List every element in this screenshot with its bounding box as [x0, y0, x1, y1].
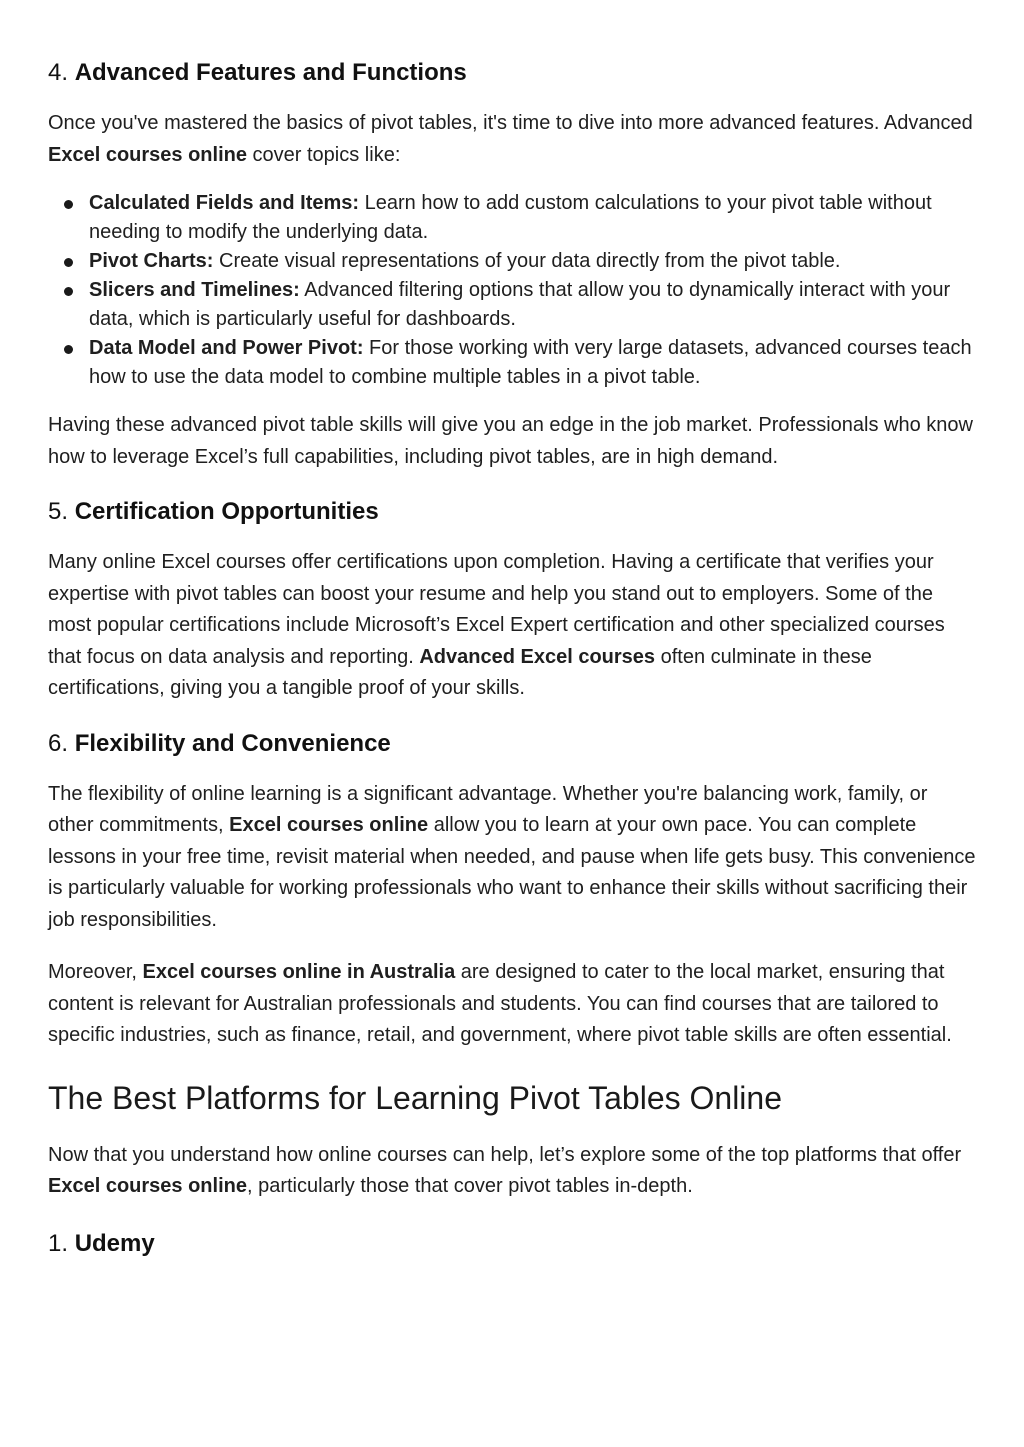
section-4-title: Advanced Features and Functions: [74, 59, 467, 86]
list-item: [48, 334, 976, 392]
platforms-heading: The Best Platforms for Learning Pivot Tables Online: [48, 1079, 782, 1116]
bullet-icon: [64, 200, 73, 209]
section-6-paragraph-2: [48, 957, 976, 1052]
udemy-heading: [48, 1227, 976, 1261]
list-item-term: Pivot Charts:: [89, 250, 214, 272]
section-6-p1-bold: Excel courses online: [229, 814, 429, 836]
section-5-text-b: often culminate in these certifications, giving you a tangible proof of your skills.: [48, 645, 872, 699]
section-6-paragraph-1: [48, 779, 976, 937]
section-5-heading: [48, 495, 976, 529]
bullet-icon: [64, 345, 73, 354]
section-5-number: 5.: [48, 498, 69, 525]
list-item-text: For those working with very large datasets, advanced courses teach how to use the data model to combine multiple tables in a pivot table.: [89, 337, 972, 388]
section-6-p1-text-b: allow you to learn at your own pace. You can complete lessons in your free time, revisit material when needed, and pause when life gets busy. This convenience is particularly valuable for working professionals who want to enhance their skills without sacrificing their job responsibilities.: [48, 814, 976, 931]
section-5-text-a: Many online Excel courses offer certifications upon completion. Having a certificate that verifies your expertise with pivot tables can boost your resume and help you stand out to employers. Some of the most popular certifications include Microsoft’s Excel Expert certification and other specialized courses that focus on data analysis and reporting.: [48, 551, 945, 668]
list-item-text: Advanced filtering options that allow you to dynamically interact with your data, which is particularly useful for dashboards.: [89, 279, 951, 330]
section-4-intro-bold: Excel courses online: [48, 143, 247, 166]
platforms-intro-text-a: Now that you understand how online courses can help, let’s explore some of the top platforms that offer: [48, 1143, 962, 1166]
section-5-title: Certification Opportunities: [74, 498, 379, 525]
section-6-heading: [48, 727, 976, 761]
list-item: [48, 247, 976, 276]
section-6-p2-bold: Excel courses online in Australia: [142, 961, 456, 983]
platforms-intro: [48, 1140, 976, 1203]
features-list: [48, 189, 976, 392]
section-6-p2-text-b: are designed to cater to the local market, ensuring that content is relevant for Australian professionals and students. You can find courses that are tailored to specific industries, such as finance, retail, and government, where pivot table skills are often essential.: [48, 961, 952, 1046]
list-item-term: Slicers and Timelines:: [89, 279, 300, 301]
section-4-heading: [48, 56, 976, 90]
section-6-p2-text-a: Moreover,: [48, 961, 143, 983]
udemy-title: Udemy: [74, 1229, 155, 1257]
section-5-bold: Advanced Excel courses: [419, 645, 656, 668]
section-4-intro-text-a: Once you've mastered the basics of pivot tables, it's time to dive into more advanced features. Advanced: [48, 112, 973, 134]
section-6-p1-text-a: The flexibility of online learning is a significant advantage. Whether you're balancing work, family, or other commitments,: [48, 782, 928, 836]
platforms-intro-text-b: , particularly those that cover pivot tables in-depth.: [246, 1175, 693, 1197]
list-item-text: Learn how to add custom calculations to your pivot table without needing to modify the underlying data.: [89, 192, 932, 243]
list-item-term: Data Model and Power Pivot:: [89, 337, 364, 359]
list-item: [48, 189, 976, 247]
section-6-title: Flexibility and Convenience: [74, 729, 391, 757]
udemy-number: 1.: [48, 1229, 69, 1257]
section-4-intro-text-b: cover topics like:: [246, 143, 401, 166]
list-item-text: Create visual representations of your data directly from the pivot table.: [213, 250, 841, 272]
section-5-paragraph: [48, 547, 976, 705]
list-item-term: Calculated Fields and Items:: [89, 192, 360, 214]
bullet-icon: [64, 258, 73, 267]
section-6-number: 6.: [48, 729, 69, 757]
list-item: [48, 276, 976, 334]
bullet-icon: [64, 287, 73, 296]
platforms-intro-bold: Excel courses online: [48, 1175, 247, 1197]
section-4-outro: Having these advanced pivot table skills will give you an edge in the job market. Professionals who know how to leverage Excel’s full capabilities, including pivot tables, are in high demand.: [48, 414, 973, 468]
section-4-number: 4.: [48, 59, 69, 86]
section-4-intro: [48, 108, 976, 171]
